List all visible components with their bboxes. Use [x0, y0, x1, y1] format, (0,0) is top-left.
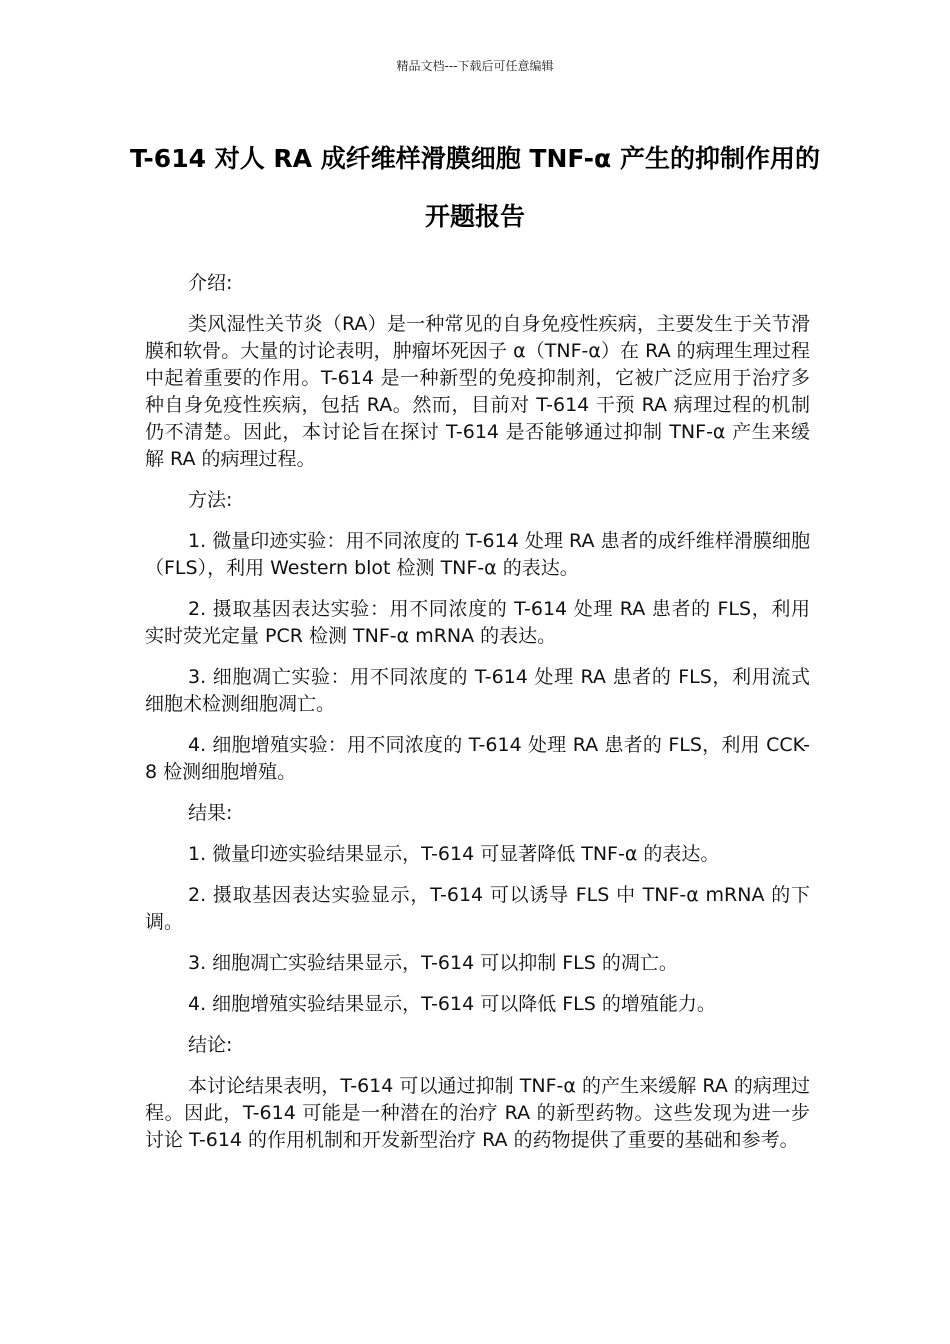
results-item: 1. 微量印迹实验结果显示，T-614 可显著降低 TNF-α 的表达。 [188, 843, 720, 865]
methods-item: 1. 微量印迹实验：用不同浓度的 T-614 处理 RA 患者的成纤维样滑膜细胞（FLS），利用 Western blot 检测 TNF-α 的表达。 [145, 530, 810, 579]
methods-item: 3. 细胞凋亡实验：用不同浓度的 T-614 处理 RA 患者的 FLS，利用流式细胞术检测细胞凋亡。 [145, 666, 810, 715]
header-note: 精品文档---下载后可任意编辑 [396, 59, 554, 73]
document-body [145, 270, 810, 1168]
conclusion-paragraph: 本讨论结果表明，T-614 可以通过抑制 TNF-α 的产生来缓解 RA 的病理过程。因此，T-614 可能是一种潜在的治疗 RA 的新型药物。这些发现为进一步讨论 T-614 的作用机制和开发新型治疗 RA 的药物提供了重要的基础和参考。 [145, 1075, 810, 1151]
methods-item: 2. 摄取基因表达实验：用不同浓度的 T-614 处理 RA 患者的 FLS，利用实时荧光定量 PCR 检测 TNF-α mRNA 的表达。 [145, 598, 810, 647]
results-item: 4. 细胞增殖实验结果显示，T-614 可以降低 FLS 的增殖能力。 [188, 993, 716, 1015]
methods-item: 4. 细胞增殖实验：用不同浓度的 T-614 处理 RA 患者的 FLS，利用 CCK-8 检测细胞增殖。 [145, 734, 810, 783]
results-heading: 结果: [188, 802, 233, 824]
intro-paragraph: 类风湿性关节炎（RA）是一种常见的自身免疫性疾病，主要发生于关节滑膜和软骨。大量的讨论表明，肿瘤坏死因子 α（TNF-α）在 RA 的病理生理过程中起着重要的作用。T-614 是一种新型的免疫抑制剂，它被广泛应用于治疗多种自身免疫性疾病，包括 RA。然而，目前对 T-614 干预 RA 病理过程的机制仍不清楚。因此，本讨论旨在探讨 T-614 是否能够通过抑制 TNF-α 产生来缓解 RA 的病理过程。 [145, 313, 810, 470]
document-title: T-614 对人 RA 成纤维样滑膜细胞 TNF-α 产生的抑制作用的开题报告 [130, 144, 820, 231]
intro-heading: 介绍: [188, 272, 233, 294]
methods-heading: 方法: [188, 489, 233, 511]
results-item: 3. 细胞凋亡实验结果显示，T-614 可以抑制 FLS 的凋亡。 [188, 952, 678, 974]
conclusion-heading: 结论: [188, 1034, 233, 1056]
results-item: 2. 摄取基因表达实验显示，T-614 可以诱导 FLS 中 TNF-α mRNA 的下调。 [145, 884, 810, 933]
